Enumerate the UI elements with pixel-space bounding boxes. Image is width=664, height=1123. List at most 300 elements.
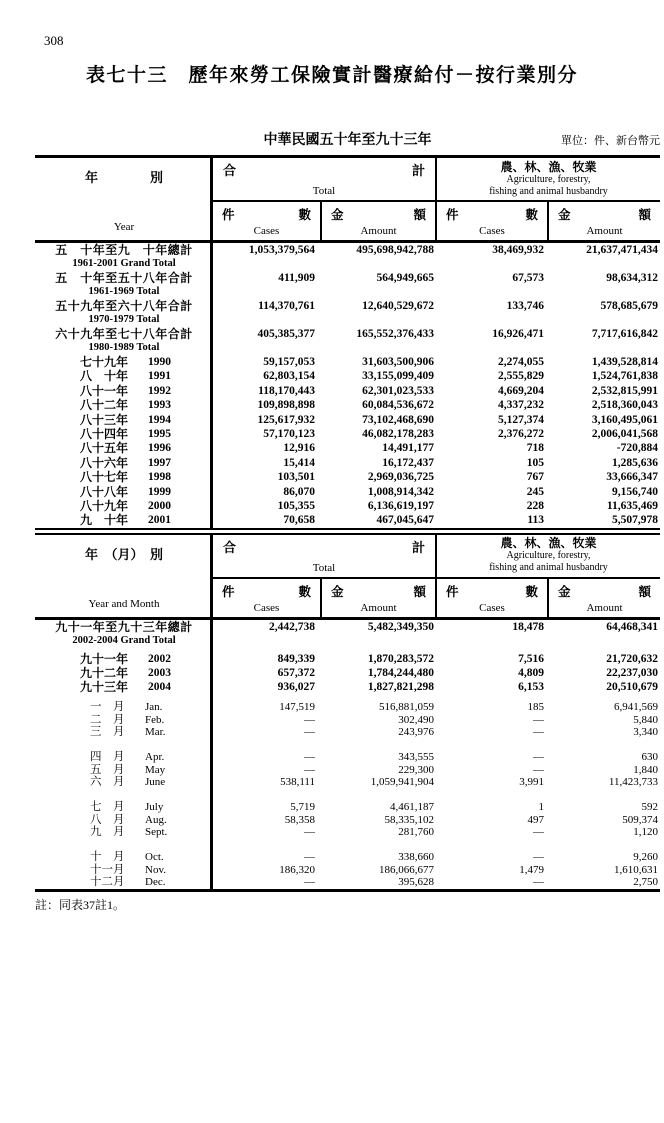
- row-label-zh: 八十三年: [80, 412, 129, 427]
- cell-agri-cases: —: [533, 876, 544, 889]
- row-label: [35, 851, 213, 864]
- cell-agri-cases: 718: [526, 442, 544, 455]
- amount-zh-left: 金: [331, 584, 344, 599]
- cell-total-cases: 57,170,123: [263, 427, 315, 440]
- row-label-year: 2001: [148, 514, 171, 527]
- table-row: [35, 751, 660, 764]
- cell-agri-amount: 98,634,312: [606, 272, 658, 284]
- cell-agri-amount: 1,610,631: [614, 863, 658, 876]
- total-cases-header: [213, 579, 322, 617]
- cell-total-cases: 5,719: [290, 800, 315, 813]
- table-row: [35, 801, 660, 814]
- row-label: [35, 485, 213, 499]
- cell-agri-amount: 1,840: [633, 763, 658, 776]
- cell-agri-cases: 1,479: [519, 863, 544, 876]
- spacer: [35, 839, 660, 851]
- cell-total-cases: 105,355: [277, 499, 315, 512]
- table-row: [35, 726, 660, 739]
- cell-agri-cases: 767: [526, 471, 544, 484]
- table-row: [35, 441, 660, 455]
- cell-agri-cases: 1: [538, 800, 544, 813]
- cell-agri-cases: —: [533, 826, 544, 839]
- cell-total-amount: 243,976: [398, 726, 434, 739]
- total-group-en: Total: [312, 561, 336, 574]
- cell-agri-cases: 4,809: [518, 667, 544, 680]
- cell-total-amount: 4,461,187: [390, 800, 434, 813]
- cell-agri-amount: 9,156,740: [612, 485, 658, 498]
- table-row: [35, 764, 660, 777]
- row-label: [35, 826, 213, 839]
- row-label-year: 1993: [148, 399, 171, 412]
- cell-agri-cases: —: [533, 750, 544, 763]
- row-label-zh: 八十九年: [80, 498, 129, 513]
- cell-agri-cases: 497: [527, 813, 544, 826]
- cell-total-cases: —: [304, 726, 315, 739]
- year-header-cell: [35, 158, 213, 240]
- cell-total-amount: 343,555: [398, 750, 434, 763]
- row-label: [35, 384, 213, 398]
- cell-total-amount: 2,969,036,725: [367, 471, 434, 484]
- cell-total-amount: 58,335,102: [384, 813, 434, 826]
- cell-agri-amount: 22,237,030: [606, 667, 658, 680]
- group-header-row: [213, 158, 660, 200]
- footnote: 註：同表37註1。: [35, 898, 126, 912]
- row-label-month: Apr.: [145, 750, 165, 763]
- total-zh-right: 計: [411, 163, 425, 178]
- table-row: [35, 243, 660, 271]
- row-label-month: May: [145, 763, 166, 776]
- column-group-headers: [213, 158, 660, 240]
- row-label-zh: 一 月: [90, 700, 125, 713]
- row-label-en: 2002-2004 Grand Total: [72, 634, 176, 646]
- cell-total-amount: 564,949,665: [376, 272, 434, 284]
- cell-agri-amount: 33,666,347: [606, 471, 658, 484]
- row-label-year: 2003: [148, 667, 171, 680]
- cell-total-cases: 186,320: [279, 863, 315, 876]
- cases-zh-right: 數: [298, 208, 311, 222]
- cell-agri-cases: 3,991: [519, 776, 544, 789]
- table-row: [35, 485, 660, 499]
- row-label-zh: 五 十年至五十八年合計: [55, 271, 193, 285]
- row-label: [35, 726, 213, 739]
- cases-en: Cases: [253, 601, 280, 614]
- cell-total-amount: 338,660: [398, 851, 434, 864]
- row-label: [35, 764, 213, 777]
- spacer: [35, 739, 660, 751]
- row-label: [35, 271, 213, 298]
- agri-amount-header: [549, 579, 660, 617]
- cases-en: Cases: [479, 601, 505, 614]
- cell-agri-cases: —: [533, 763, 544, 776]
- cell-total-cases: 103,501: [277, 471, 315, 484]
- total-zh-left: 合: [223, 163, 237, 178]
- table-row: [35, 369, 660, 383]
- cell-agri-cases: 105: [526, 456, 544, 469]
- cell-total-cases: —: [304, 763, 315, 776]
- row-label: [35, 499, 213, 513]
- group-header-row: [213, 535, 660, 577]
- cell-agri-cases: 2,376,272: [498, 427, 544, 440]
- row-label-zh: 九十三年: [80, 680, 129, 695]
- amount-zh-right: 額: [413, 584, 426, 599]
- table-row: [35, 876, 660, 889]
- cases-zh: [437, 205, 547, 223]
- total-group-header: [213, 158, 437, 200]
- cell-total-cases: 849,339: [277, 652, 315, 665]
- table-row: [35, 427, 660, 441]
- row-label: [35, 701, 213, 714]
- table-row: [35, 701, 660, 714]
- section-divider-double-rule: [35, 528, 660, 535]
- agriculture-group-zh: 農、林、漁、牧業: [500, 159, 597, 174]
- cell-total-cases: 109,898,898: [257, 399, 315, 412]
- table-row: [35, 413, 660, 427]
- cell-agri-cases: 2,555,829: [498, 370, 544, 383]
- row-label-zh: 十 月: [90, 851, 125, 864]
- row-label-zh: 五 十年至九 十年總計: [55, 243, 193, 257]
- sub-header-row: [213, 577, 660, 617]
- cell-total-amount: 16,172,437: [382, 456, 434, 469]
- table-row: [35, 355, 660, 369]
- cases-zh-left: 件: [446, 584, 459, 599]
- total-group-zh: [213, 537, 435, 556]
- cell-total-cases: 147,519: [279, 700, 315, 713]
- cell-total-amount: 1,784,244,480: [367, 667, 434, 680]
- cell-total-amount: 302,490: [398, 713, 434, 726]
- row-label: [35, 398, 213, 412]
- table-row: [35, 826, 660, 839]
- row-label-zh: 八十二年: [80, 398, 129, 413]
- row-label-month: Mar.: [145, 726, 166, 739]
- table-row: [35, 652, 660, 666]
- table-vertical-rule: [210, 155, 213, 889]
- row-label: [35, 369, 213, 383]
- row-label: [35, 327, 213, 354]
- cases-zh: [213, 205, 320, 223]
- row-label-zh: 八十五年: [80, 441, 129, 456]
- cell-agri-cases: —: [533, 851, 544, 864]
- section1-header: [35, 155, 660, 240]
- row-label: [35, 876, 213, 889]
- row-label-month: July: [145, 800, 164, 813]
- cases-zh-right: 數: [525, 208, 538, 222]
- cell-agri-cases: —: [533, 713, 544, 726]
- cases-zh-right: 數: [525, 584, 538, 599]
- cell-total-amount: 31,603,500,906: [362, 356, 434, 368]
- row-label-zh: 二 月: [90, 713, 125, 726]
- table-subtitle: 中華民國五十年至九十三年: [263, 133, 432, 148]
- cell-total-cases: 86,070: [283, 485, 315, 498]
- cell-agri-amount: 64,468,341: [606, 620, 658, 633]
- cell-total-cases: 2,442,738: [269, 620, 315, 633]
- cell-agri-cases: 7,516: [518, 652, 544, 665]
- row-label-year: 2000: [148, 499, 171, 512]
- cell-agri-cases: 228: [526, 499, 544, 512]
- row-label: [35, 413, 213, 427]
- amount-zh-left: 金: [331, 208, 344, 222]
- row-label: [35, 814, 213, 827]
- cell-total-amount: 46,082,178,283: [362, 427, 434, 440]
- row-label-en: 1961-2001 Grand Total: [72, 258, 176, 269]
- cell-total-amount: 62,301,023,533: [362, 384, 434, 397]
- table-row: [35, 513, 660, 527]
- row-label: [35, 513, 213, 527]
- row-label: [35, 243, 213, 270]
- total-zh-left: 合: [223, 539, 237, 555]
- cell-total-amount: 1,870,283,572: [367, 652, 434, 665]
- table-row: [35, 398, 660, 412]
- row-label-zh: 四 月: [90, 750, 125, 763]
- cell-total-cases: 657,372: [277, 667, 315, 680]
- table-row: [35, 384, 660, 398]
- cell-total-amount: 12,640,529,672: [362, 300, 434, 312]
- agriculture-group-zh: 農、林、漁、牧業: [500, 536, 597, 551]
- amount-zh-left: 金: [558, 584, 571, 599]
- cases-zh-left: 件: [222, 208, 235, 222]
- row-label-month: Aug.: [145, 813, 167, 826]
- cell-agri-cases: 4,669,204: [498, 384, 544, 397]
- year-header-en: Year: [113, 221, 135, 233]
- cell-total-cases: —: [304, 826, 315, 839]
- row-label: [35, 470, 213, 484]
- total-group-en: Total: [312, 185, 336, 197]
- row-label-zh: 七 月: [90, 800, 125, 813]
- cell-total-amount: 281,760: [398, 826, 434, 839]
- year-month-header-cell: [35, 535, 213, 617]
- table-row: [35, 680, 660, 694]
- cell-total-amount: 516,881,059: [379, 700, 434, 713]
- row-label: [35, 652, 213, 666]
- cell-total-cases: 62,803,154: [263, 370, 315, 383]
- cell-total-amount: 1,008,914,342: [367, 485, 434, 498]
- cases-en: Cases: [253, 225, 280, 237]
- year-month-header-zh: 年 （月） 別: [84, 546, 163, 562]
- cell-agri-cases: 6,153: [518, 681, 544, 694]
- cell-agri-amount: 2,518,360,043: [591, 399, 658, 412]
- row-label-zh: 三 月: [90, 726, 125, 739]
- row-label-month: Oct.: [145, 851, 164, 864]
- row-label-year: 1990: [148, 356, 171, 368]
- cell-total-cases: 538,111: [280, 776, 315, 789]
- cell-agri-cases: 113: [527, 514, 544, 527]
- table-row: [35, 776, 660, 789]
- amount-en: Amount: [586, 601, 623, 614]
- cell-total-cases: 70,658: [283, 514, 315, 527]
- table-row: [35, 851, 660, 864]
- row-label-month: Nov.: [145, 863, 166, 876]
- cell-agri-cases: 2,274,055: [498, 356, 544, 368]
- row-label: [35, 620, 213, 647]
- row-label-year: 1999: [148, 485, 171, 498]
- cell-total-cases: 405,385,377: [257, 328, 315, 340]
- cell-total-amount: 229,300: [398, 763, 434, 776]
- total-cases-header: [213, 202, 322, 240]
- total-zh-right: 計: [411, 539, 425, 555]
- amount-en: Amount: [360, 225, 397, 237]
- row-label: [35, 864, 213, 877]
- year-header-zh: 年 別: [84, 170, 163, 185]
- cell-agri-cases: 5,127,374: [498, 413, 544, 426]
- row-label-year: 1996: [148, 442, 171, 455]
- row-label-zh: 八十四年: [80, 426, 129, 441]
- cell-agri-amount: 1,524,761,838: [591, 370, 658, 383]
- agriculture-group-en2: fishing and animal husbandry: [489, 562, 608, 574]
- cell-agri-amount: 11,423,733: [608, 776, 658, 789]
- amount-en: Amount: [586, 225, 623, 237]
- cell-agri-amount: 630: [641, 750, 658, 763]
- statistics-table: [35, 155, 660, 892]
- total-amount-header: [322, 579, 437, 617]
- cell-agri-amount: 2,532,815,991: [591, 384, 658, 397]
- row-label-year: 1998: [148, 471, 171, 484]
- cell-agri-cases: 16,926,471: [492, 328, 544, 340]
- cell-total-cases: 125,617,932: [257, 413, 315, 426]
- cell-total-cases: 936,027: [277, 681, 315, 694]
- table-title: 表七十三 歷年來勞工保險實計醫療給付－按行業別分: [85, 65, 578, 86]
- cell-agri-amount: -720,884: [616, 442, 658, 455]
- cases-zh: [437, 582, 547, 600]
- amount-zh-left: 金: [558, 208, 571, 222]
- agriculture-group-en2: fishing and animal husbandry: [489, 185, 608, 197]
- total-amount-header: [322, 202, 437, 240]
- cell-total-amount: 395,628: [398, 876, 434, 889]
- amount-zh-right: 額: [638, 208, 651, 222]
- cell-agri-amount: 3,340: [633, 726, 658, 739]
- cell-agri-cases: 185: [527, 700, 544, 713]
- cell-agri-amount: 2,006,041,568: [591, 427, 658, 440]
- row-label: [35, 355, 213, 369]
- cell-agri-cases: 133,746: [506, 300, 544, 312]
- cases-zh: [213, 582, 320, 600]
- row-label-zh: 十二月: [90, 876, 125, 889]
- row-label: [35, 456, 213, 470]
- cell-total-amount: 495,698,942,788: [356, 244, 434, 256]
- row-label-zh: 六 月: [90, 776, 125, 789]
- row-label-month: Feb.: [145, 713, 165, 726]
- cases-zh-right: 數: [298, 584, 311, 599]
- row-label: [35, 801, 213, 814]
- cell-agri-amount: 592: [641, 800, 658, 813]
- section1-data: [35, 240, 660, 528]
- cell-agri-amount: 6,941,569: [614, 700, 658, 713]
- cases-zh-left: 件: [222, 584, 235, 599]
- cell-agri-amount: 2,750: [633, 876, 658, 889]
- row-label-year: 1992: [148, 384, 171, 397]
- table-row: [35, 470, 660, 484]
- cell-total-cases: 15,414: [283, 456, 315, 469]
- row-label-year: 2004: [148, 681, 171, 694]
- agri-amount-header: [549, 202, 660, 240]
- cell-agri-amount: 5,840: [633, 713, 658, 726]
- row-label-year: 2002: [148, 652, 171, 665]
- cell-total-cases: —: [304, 876, 315, 889]
- year-month-header-en: Year and Month: [88, 597, 160, 610]
- row-label-zh: 九 十年: [80, 513, 129, 528]
- agriculture-group-en1: Agriculture, forestry,: [506, 173, 591, 185]
- cell-agri-cases: 18,478: [512, 620, 544, 633]
- cell-agri-cases: 245: [526, 485, 544, 498]
- row-label-zh: 六十九年至七十八年合計: [55, 327, 193, 341]
- cell-total-amount: 60,084,536,672: [362, 399, 434, 412]
- cases-en: Cases: [479, 225, 505, 237]
- cell-total-amount: 6,136,619,197: [367, 499, 434, 512]
- cell-agri-amount: 21,720,632: [606, 652, 658, 665]
- cell-total-cases: 59,157,053: [263, 356, 315, 368]
- table-row: [35, 456, 660, 470]
- cell-agri-amount: 578,685,679: [600, 300, 658, 312]
- row-label-year: 1997: [148, 456, 171, 469]
- row-label-month: Dec.: [145, 876, 166, 889]
- total-group-header: [213, 535, 437, 577]
- cell-total-cases: 1,053,379,564: [248, 244, 315, 256]
- row-label-year: 1994: [148, 413, 171, 426]
- table-row: [35, 499, 660, 513]
- agriculture-group-en1: Agriculture, forestry,: [506, 550, 591, 562]
- cell-agri-amount: 3,160,495,061: [591, 413, 658, 426]
- row-label: [35, 680, 213, 694]
- cell-agri-cases: 4,337,232: [498, 399, 544, 412]
- cell-agri-amount: 20,510,679: [606, 681, 658, 694]
- cell-total-amount: 33,155,099,409: [362, 370, 434, 383]
- amount-zh: [322, 582, 435, 600]
- row-label-zh: 八 月: [90, 813, 125, 826]
- agriculture-group-header: [437, 535, 660, 577]
- cell-agri-cases: —: [533, 726, 544, 739]
- agri-cases-header: [437, 202, 549, 240]
- cell-total-amount: 186,066,677: [379, 863, 434, 876]
- row-label-zh: 五十九年至六十八年合計: [55, 299, 193, 313]
- row-label-zh: 八 十年: [80, 369, 129, 384]
- amount-zh: [549, 582, 660, 600]
- row-label-month: June: [145, 776, 166, 789]
- section2-header: [35, 535, 660, 617]
- cell-agri-cases: 67,573: [512, 272, 544, 284]
- cell-total-cases: 118,170,443: [258, 384, 315, 397]
- page-number: 308: [44, 33, 64, 48]
- amount-zh: [322, 205, 435, 223]
- cell-agri-cases: 38,469,932: [492, 244, 544, 256]
- cell-agri-amount: 1,120: [633, 826, 658, 839]
- amount-en: Amount: [360, 601, 397, 614]
- cell-total-amount: 14,491,177: [382, 442, 434, 455]
- cell-agri-amount: 509,374: [622, 813, 658, 826]
- row-label-month: Sept.: [145, 826, 168, 839]
- amount-zh-right: 額: [413, 208, 426, 222]
- cell-total-cases: 12,916: [283, 442, 315, 455]
- row-label-zh: 八十八年: [80, 484, 129, 499]
- row-label: [35, 427, 213, 441]
- row-label: [35, 714, 213, 727]
- cell-total-amount: 5,482,349,350: [367, 620, 434, 633]
- row-label-zh: 八十六年: [80, 455, 129, 470]
- cell-total-cases: 411,909: [278, 272, 315, 284]
- row-label-year: 1991: [148, 370, 171, 383]
- row-label: [35, 299, 213, 326]
- cell-agri-amount: 1,439,528,814: [591, 356, 658, 368]
- row-label-en: 1980-1989 Total: [88, 342, 160, 353]
- row-label-en: 1961-1969 Total: [88, 286, 160, 297]
- row-label: [35, 776, 213, 789]
- row-label-year: 1995: [148, 427, 171, 440]
- cell-agri-amount: 21,637,471,434: [586, 244, 658, 256]
- spacer: [35, 789, 660, 801]
- cell-total-amount: 1,827,821,298: [367, 681, 434, 694]
- table-row: [35, 666, 660, 680]
- amount-zh: [549, 205, 660, 223]
- cell-total-cases: —: [304, 750, 315, 763]
- row-label: [35, 441, 213, 455]
- row-label-zh: 八十一年: [80, 383, 129, 398]
